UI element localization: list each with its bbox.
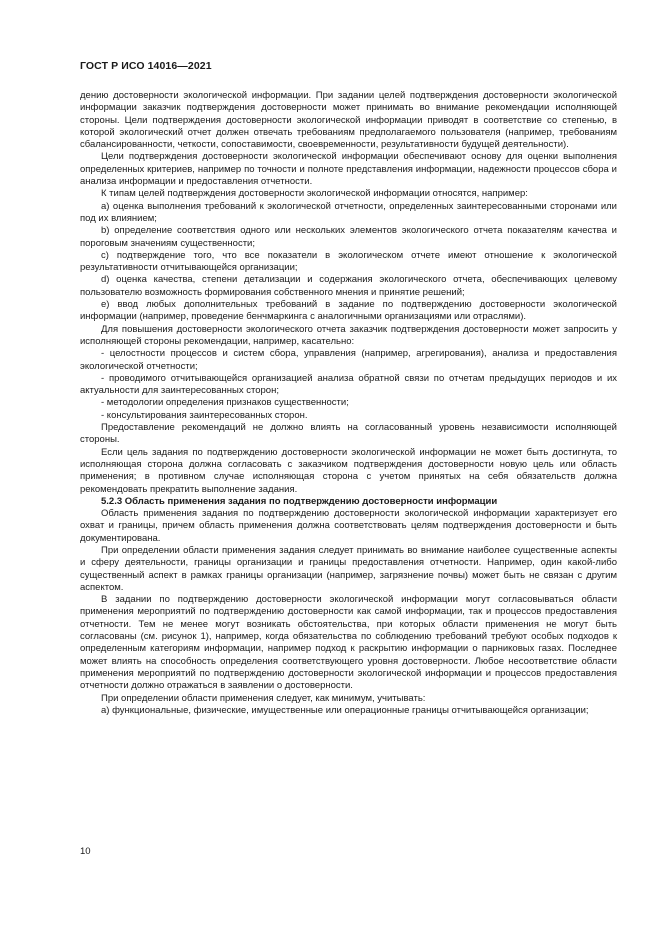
list-item: e) ввод любых дополнительных требований в задание по подтверждению достоверности экологической информации (например, проведение бенчмаркинга с аналогичными организациями или отраслями). — [80, 299, 617, 323]
section-heading: 5.2.3 Область применения задания по подтверждению достоверности информации — [101, 495, 498, 507]
paragraph: Для повышения достоверности экологического отчета заказчик подтверждения достоверности может запросить у исполняющей стороны рекомендации, например, касательно: — [80, 323, 617, 347]
list-item: a) функциональные, физические, имущественные или операционные границы отчитывающейся организации; — [101, 704, 589, 716]
list-item: c) подтверждение того, что все показатели в экологическом отчете имеют отношение к экологической результативности отчитывающейся организации; — [80, 249, 617, 274]
list-item: - методологии определения признаков существенности; — [101, 397, 349, 409]
list-item: b) определение соответствия одного или нескольких элементов экологического отчета показателям качества и пороговым значениям существенности; — [80, 225, 617, 249]
paragraph: Предоставление рекомендаций не должно влиять на согласованный уровень независимости исполняющей стороны. — [80, 422, 617, 446]
list-item: - проводимого отчитывающейся организацией анализа обратной связи по отчетам предыдущих периодов и их актуальности для заинтересованных сторон; — [80, 372, 617, 397]
document-header: ГОСТ Р ИСО 14016—2021 — [80, 60, 212, 72]
list-item: - целостности процессов и систем сбора, управления (например, агрегирования), анализа и предоставления экологической отчетности; — [80, 348, 617, 372]
paragraph: Если цель задания по подтверждению достоверности экологической информации не может быть достигнута, то исполняющая сторона должна согласовать с заказчиком подтверждения достоверности новую цель или область применения; в противном случае исполняющая сторона с учетом принятых на себя обязательств должна рекомендовать прекратить выполнение задания. — [80, 446, 617, 495]
paragraph: Цели подтверждения достоверности экологической информации обеспечивают основу для оценки выполнения определенных критериев, например по точности и полноте представления информации, надежности процессов сбора и анализа информации и предоставления отчетности. — [80, 151, 617, 188]
paragraph: Область применения задания по подтверждению достоверности экологической информации характеризует его охват и границы, причем область применения должна соответствовать целям подтверждения достоверности и быть документирована. — [80, 508, 617, 544]
paragraph: В задании по подтверждению достоверности экологической информации могут согласовываться области применения мероприятий по подтверждению достоверности как самой информации, так и процессов предоставления отчетности. Тем не менее могут возникать обстоятельства, при которых области применения не могут быть согласованы (см. рисунок 1), например, когда обязательства по соблюдению требований требуют особых подходов к определенным категориям информации, например подход к раскрытию информации о парниковых газах. Последнее может влиять на способность определения соответствующего уровня достоверности. Любое несоответствие области применения мероприятий по подтверждению достоверности экологической информации и процессов предоставления отчетности должно отражаться в заявлении о достоверности. — [80, 594, 617, 692]
page-number: 10 — [80, 846, 91, 857]
paragraph: дению достоверности экологической информации. При задании целей подтверждения достоверности экологической информации заказчик подтверждения достоверности может принимать во внимание рекомендации исполняющей стороны. Цели подтверждения достоверности экологической информации приводят в соответствие со степенью, в которой экологический отчет должен отвечать требованиям предполагаемого пользователя (например, требованиям сбалансированности, четкости, сопоставимости, своевременности, результативности будущей деятельности). — [80, 90, 617, 151]
paragraph: При определении области применения следует, как минимум, учитывать: — [101, 692, 426, 704]
paragraph: К типам целей подтверждения достоверности экологической информации относятся, например: — [101, 188, 528, 200]
list-item: - консультирования заинтересованных сторон. — [101, 409, 308, 421]
list-item: d) оценка качества, степени детализации и содержания экологического отчета, обеспечивающих целевому пользователю возможность формирования собственного мнения и принятие решений; — [80, 274, 617, 298]
paragraph: При определении области применения задания следует принимать во внимание наиболее существенные аспекты и сферу деятельности, границы организации и границы предоставления отчетности. Например, один какой-либо существенный аспект в рамках границы организации (например, загрязнение почвы) может быть не связан с другим аспектом. — [80, 544, 617, 593]
document-body — [80, 90, 617, 717]
list-item: a) оценка выполнения требований к экологической отчетности, определенных заинтересованными сторонами или под их влиянием; — [80, 200, 617, 224]
